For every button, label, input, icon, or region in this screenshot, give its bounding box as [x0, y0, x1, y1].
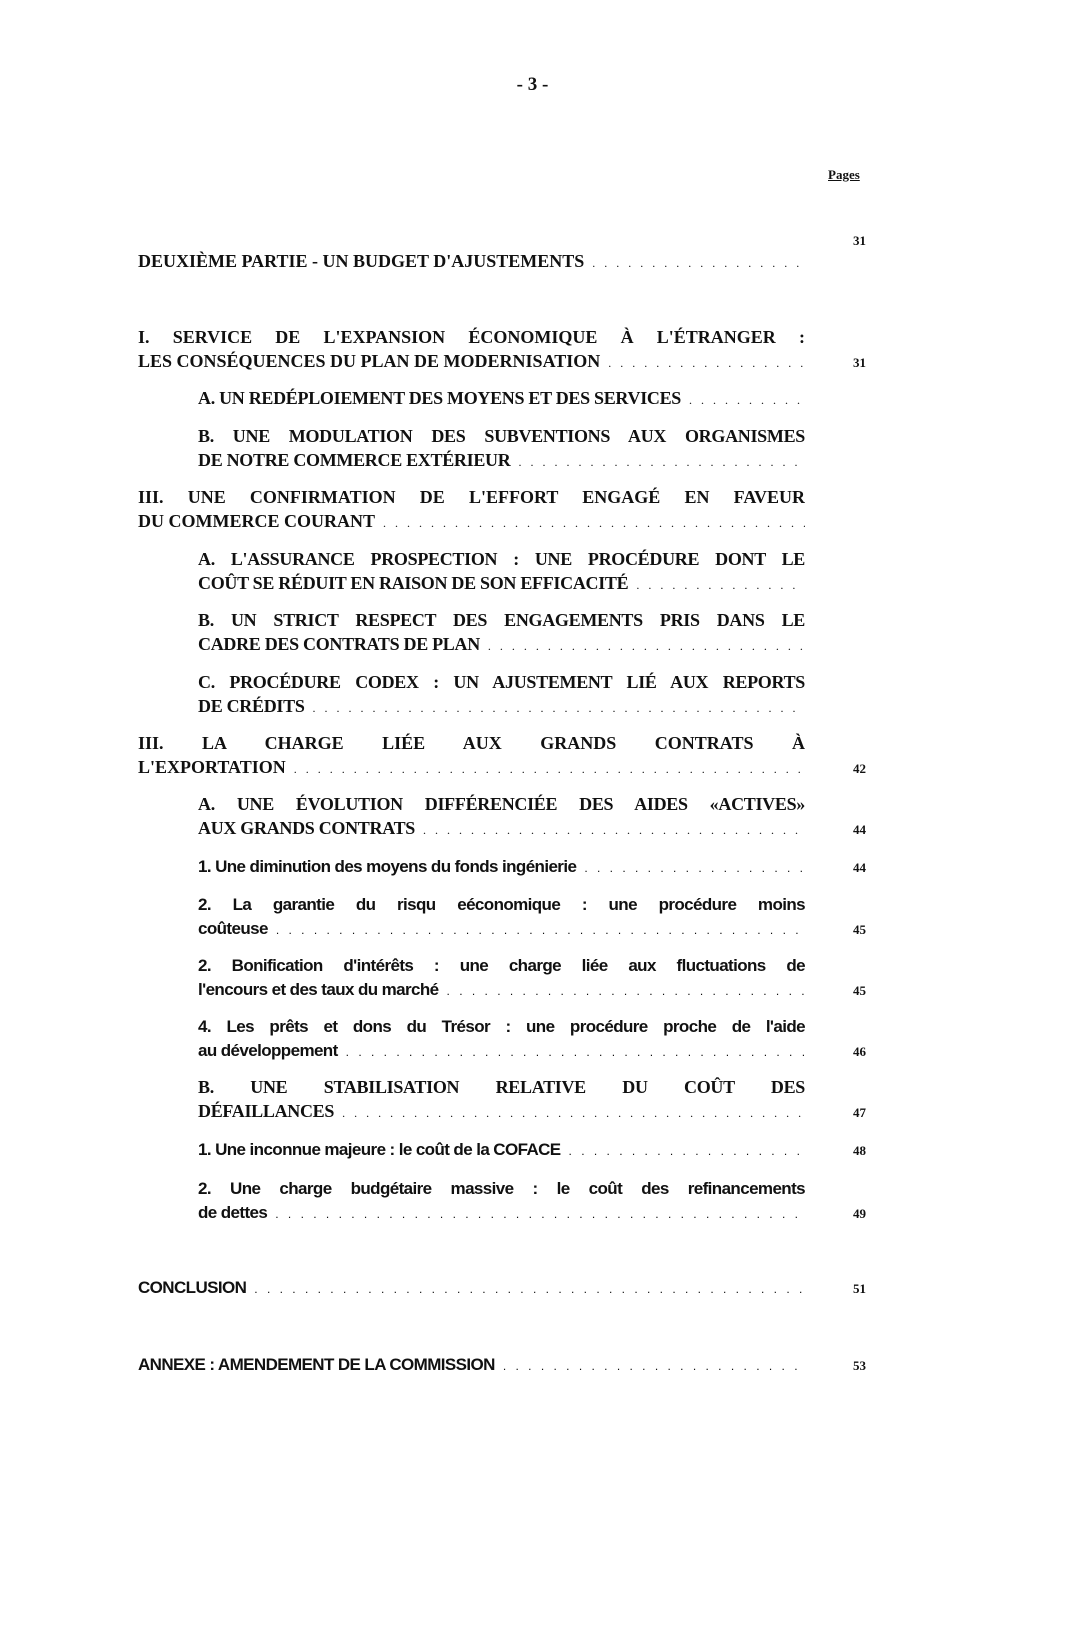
toc-entry-line — [198, 609, 805, 633]
toc-entry-line — [198, 425, 805, 449]
toc-entry-line — [138, 250, 805, 274]
dot-leader — [569, 1140, 805, 1164]
toc-entry-line — [198, 954, 805, 978]
toc-page-number: 31 — [853, 354, 866, 370]
toc-page-number: 45 — [853, 921, 866, 937]
toc-entry-line — [198, 1201, 805, 1225]
toc-entry-line — [138, 756, 805, 780]
toc-entry — [198, 671, 805, 718]
toc-entry-text: de dettes — [198, 1202, 268, 1222]
toc-entry-text: B. UNE STABILISATION RELATIVE DU COÛT DES — [198, 1077, 805, 1097]
dot-leader — [276, 919, 805, 943]
toc-page-number: 47 — [853, 1104, 866, 1120]
toc-entry-text: B. UNE MODULATION DES SUBVENTIONS AUX ORGANISMES — [198, 426, 805, 446]
toc-entry-line — [198, 572, 805, 596]
toc-entry-line — [198, 1039, 805, 1063]
toc-entry-text: C. PROCÉDURE CODEX : UN AJUSTEMENT LIÉ AUX REPORTS — [198, 672, 805, 692]
dot-leader — [275, 1203, 805, 1227]
dot-leader — [488, 635, 805, 659]
toc-entry-text: DÉFAILLANCES — [198, 1100, 335, 1121]
toc-entry-line — [138, 1353, 805, 1377]
toc-entry-text: DE CRÉDITS — [198, 695, 305, 716]
toc-entry-line — [198, 817, 805, 841]
dot-leader — [346, 1041, 805, 1065]
dot-leader — [503, 1355, 805, 1379]
toc-entry — [198, 548, 805, 595]
toc-entry-text: 1. Une inconnue majeure : le coût de la COFACE — [198, 1140, 561, 1159]
toc-entry-text: DE NOTRE COMMERCE EXTÉRIEUR — [198, 449, 511, 470]
toc-entry-text: 2. Bonification d'intérêts : une charge liée aux fluctuations de — [198, 956, 805, 975]
toc-entry-text: 1. Une diminution des moyens du fonds ingénierie — [198, 857, 577, 876]
toc-entry-text: A. UN REDÉPLOIEMENT DES MOYENS ET DES SERVICES — [198, 388, 682, 408]
toc-entry-text: A. L'ASSURANCE PROSPECTION : UNE PROCÉDURE DONT LE — [198, 549, 805, 569]
dot-leader — [342, 1102, 805, 1126]
toc-page-number: 51 — [853, 1281, 866, 1296]
page-number: - 3 - — [516, 74, 549, 95]
toc-entry-text: 2. Une charge budgétaire massive : le coût des refinancements — [198, 1179, 805, 1198]
toc-page-number: 45 — [853, 982, 866, 998]
toc-entry-text: au développement — [198, 1040, 338, 1060]
toc-entry-line — [198, 633, 805, 657]
toc-entry — [138, 326, 805, 373]
dot-leader — [518, 451, 805, 475]
toc-entry-line — [138, 1276, 805, 1300]
toc-entry-line — [198, 1100, 805, 1124]
toc-entry-text: AUX GRANDS CONTRATS — [198, 817, 415, 838]
toc-entry-text: III. LA CHARGE LIÉE AUX GRANDS CONTRATS À — [138, 733, 805, 753]
dot-leader — [447, 980, 805, 1004]
toc-entry-text: coûteuse — [198, 918, 268, 938]
toc-entry-line — [138, 486, 805, 510]
toc-entry — [198, 1015, 805, 1062]
toc-page-number: 48 — [853, 1143, 866, 1158]
toc-entry-text: DEUXIÈME PARTIE - UN BUDGET D'AJUSTEMENTS — [138, 251, 585, 271]
toc-entry-line — [198, 1177, 805, 1201]
toc-entry-line — [198, 695, 805, 719]
toc-entry-line — [138, 326, 805, 350]
toc-entry-line — [138, 350, 805, 374]
toc-entry-text: I. SERVICE DE L'EXPANSION ÉCONOMIQUE À L'ÉTRANGER : — [138, 327, 805, 347]
toc-entry — [198, 1076, 805, 1123]
toc-entry-text: 4. Les prêts et dons du Trésor : une procédure proche de l'aide — [198, 1017, 805, 1036]
toc-entry-line — [198, 449, 805, 473]
toc-entry-line — [198, 548, 805, 572]
dot-leader — [383, 512, 805, 536]
toc-entry-line — [198, 917, 805, 941]
dot-leader — [423, 819, 805, 843]
toc-entry-line — [138, 732, 805, 756]
toc-entry-text: B. UN STRICT RESPECT DES ENGAGEMENTS PRIS DANS LE — [198, 610, 805, 630]
toc-page-number: 44 — [853, 821, 866, 837]
toc-entry — [198, 954, 805, 1001]
toc-entry — [138, 250, 805, 274]
toc-entry-text: LES CONSÉQUENCES DU PLAN DE MODERNISATION — [138, 350, 601, 371]
toc-entry-line — [198, 1015, 805, 1039]
toc-entry-text: l'encours et des taux du marché — [198, 979, 439, 999]
dot-leader — [608, 352, 805, 376]
toc-entry-line — [198, 671, 805, 695]
toc-page-number: 53 — [853, 1358, 866, 1373]
toc-entry — [138, 486, 805, 533]
toc-entry-text: III. UNE CONFIRMATION DE L'EFFORT ENGAGÉ EN FAVEUR — [138, 487, 805, 507]
toc-entry — [138, 732, 805, 779]
toc-entry — [138, 1353, 805, 1377]
dot-leader — [313, 697, 805, 721]
pages-column-header: Pages — [828, 167, 860, 182]
dot-leader — [254, 1278, 805, 1302]
toc-page-number: 46 — [853, 1043, 866, 1059]
toc-entry — [198, 793, 805, 840]
dot-leader — [636, 574, 805, 598]
toc-entry-line — [198, 855, 805, 879]
toc-page-number: 49 — [853, 1205, 866, 1221]
toc-entry — [198, 893, 805, 940]
toc-entry-line — [198, 978, 805, 1002]
toc-entry — [198, 855, 805, 879]
toc-entry-text: DU COMMERCE COURANT — [138, 510, 375, 531]
toc-entry — [198, 1177, 805, 1224]
dot-leader — [294, 758, 805, 782]
toc-entry-text: L'EXPORTATION — [138, 756, 286, 777]
toc-entry-line — [198, 1076, 805, 1100]
toc-entry-text: A. UNE ÉVOLUTION DIFFÉRENCIÉE DES AIDES «ACTIVES» — [198, 794, 805, 814]
toc-page-number: 42 — [853, 760, 866, 776]
toc-entry-text: CONCLUSION — [138, 1278, 247, 1297]
toc-entry-line — [198, 893, 805, 917]
dot-leader — [584, 857, 805, 881]
toc-entry-text: 2. La garantie du risqu eéconomique : une procédure moins — [198, 895, 805, 914]
toc-entry-line — [138, 510, 805, 534]
toc-entry — [198, 609, 805, 656]
toc-entry — [198, 387, 805, 411]
dot-leader — [689, 389, 805, 413]
toc-entry — [198, 425, 805, 472]
toc-page-number: 31 — [853, 233, 866, 248]
toc-entry — [198, 1138, 805, 1162]
toc-entry-text: ANNEXE : AMENDEMENT DE LA COMMISSION — [138, 1355, 495, 1374]
dot-leader — [592, 252, 805, 276]
toc-entry-line — [198, 387, 805, 411]
toc-entry — [138, 1276, 805, 1300]
toc-entry-line — [198, 1138, 805, 1162]
toc-entry-line — [198, 793, 805, 817]
toc-page-number: 44 — [853, 860, 866, 875]
toc-entry-text: COÛT SE RÉDUIT EN RAISON DE SON EFFICACITÉ — [198, 572, 629, 593]
toc-entry-text: CADRE DES CONTRATS DE PLAN — [198, 633, 480, 654]
